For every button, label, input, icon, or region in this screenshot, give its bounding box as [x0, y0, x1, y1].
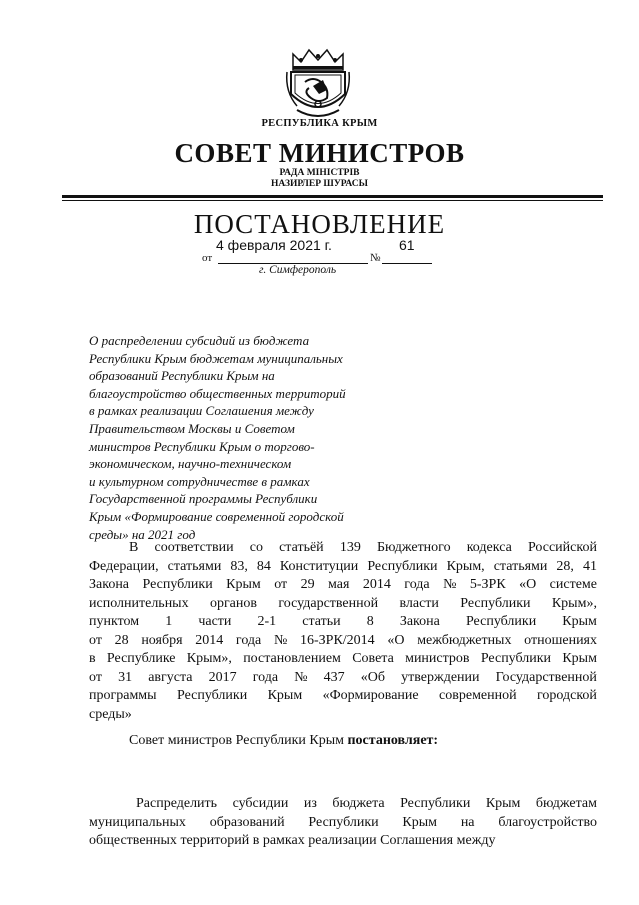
council-name-translations: [0, 168, 639, 190]
paragraph-line: пунктом 1 части 2-1 статьи 8 Закона Республики Крым: [89, 614, 597, 629]
paragraph-line: Распределить субсидии из бюджета Республики Крым бюджетам: [136, 796, 597, 811]
number-label: №: [370, 252, 381, 264]
title-line: образований Республики Крым на: [89, 368, 275, 384]
republic-name: РЕСПУБЛИКА КРЫМ: [261, 118, 378, 129]
header-divider-thick: [62, 195, 603, 198]
paragraph-line: общественных территорий в рамках реализации Соглашения между: [89, 833, 496, 848]
header-divider-thin: [62, 200, 603, 201]
resolution-title: [89, 332, 389, 543]
preamble-paragraph: [89, 539, 597, 724]
paragraph-line: исполнительных органов государственной власти Республики Крым»,: [89, 595, 597, 611]
city: г. Симферополь: [259, 264, 337, 276]
number-underline: [382, 263, 432, 264]
title-line: министров Республики Крым о торгово-: [89, 438, 315, 454]
title-line: Государственной программы Республики: [89, 491, 318, 507]
document-date: 4 февраля 2021 г.: [216, 237, 332, 253]
title-line: О распределении субсидий из бюджета: [89, 333, 310, 348]
paragraph-line: от 28 ноября 2014 года № 16-ЗРК/2014 «О межбюджетных отношениях: [89, 632, 597, 648]
paragraph-line: в Республике Крым», постановлением Совета министров Республики Крым: [89, 651, 597, 666]
date-label: от: [202, 252, 213, 264]
title-line: Правительством Москвы и Советом: [89, 420, 295, 436]
title-line: Республики Крым бюджетам муниципальных: [89, 350, 343, 366]
title-line: Крым «Формирование современной городской: [89, 508, 344, 524]
council-name-crimean-tatar: НАЗИРЛЕР ШУРАСЫ: [271, 179, 368, 189]
operative-paragraph: [89, 795, 597, 851]
title-line: экономическом, научно-техническом: [89, 456, 292, 472]
title-line: благоустройство общественных территорий: [89, 385, 346, 401]
title-line: среды» на 2021 год: [89, 526, 196, 542]
council-name-ukrainian: РАДА МІНІСТРІВ: [279, 168, 360, 178]
paragraph-line: муниципальных образований Республики Крым на благоустройство: [89, 814, 597, 830]
paragraph-line: от 31 августа 2017 года № 437 «Об утверждении Государственной: [89, 669, 597, 685]
paragraph-line: В соответствии со статьёй 139 Бюджетного кодекса Российской: [129, 540, 597, 555]
title-line: и культурном сотрудничестве в рамках: [89, 473, 310, 489]
paragraph-line: Федерации, статьями 83, 84 Конституции Республики Крым, статьями 28, 41: [89, 558, 597, 574]
paragraph-line: программы Республики Крым «Формирование современной городской: [89, 688, 597, 703]
paragraph-line: среды»: [89, 706, 132, 722]
resolve-statement: [129, 733, 438, 749]
document-number: 61: [399, 237, 415, 253]
title-line: в рамках реализации Соглашения между: [89, 403, 314, 419]
paragraph-line: Закона Республики Крым от 29 мая 2014 года № 5-ЗРК «О системе: [89, 577, 597, 592]
document-type-heading: ПОСТАНОВЛЕНИЕ: [193, 209, 446, 239]
resolve-verb: постановляет:: [347, 733, 439, 748]
council-name: СОВЕТ МИНИСТРОВ: [174, 138, 465, 168]
resolve-prefix: Совет министров Республики Крым: [129, 733, 348, 748]
crimea-coat-of-arms-emblem: [283, 42, 353, 122]
